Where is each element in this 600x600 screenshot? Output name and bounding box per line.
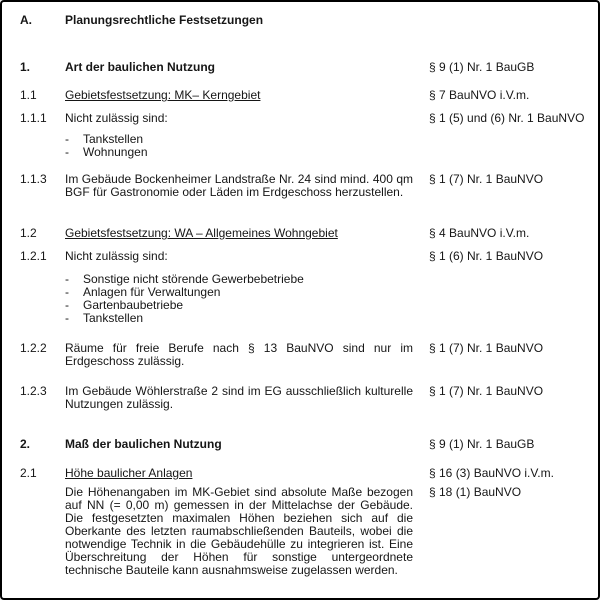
- legal-reference: § 16 (3) BauNVO i.V.m.: [429, 466, 554, 480]
- list-item-text: Tankstellen: [83, 311, 144, 325]
- legal-reference: § 1 (7) Nr. 1 BauNVO: [429, 384, 544, 398]
- clause-row-1: [20, 61, 590, 74]
- clause-number: 1.2: [20, 226, 37, 240]
- clause-number: 1.2.2: [20, 341, 47, 355]
- clause-number: 1.1: [20, 88, 37, 102]
- bullet-list: [65, 273, 413, 325]
- dash-bullet: -: [65, 285, 69, 299]
- clause-row-1-2-3: [20, 385, 590, 411]
- bullet-list-mk: [20, 133, 590, 159]
- legal-reference: § 4 BauNVO i.V.m.: [429, 226, 530, 240]
- legal-reference: § 1 (7) Nr. 1 BauNVO: [429, 341, 544, 355]
- list-item: [65, 146, 413, 159]
- list-item-text: Wohnungen: [83, 145, 148, 159]
- legal-reference: § 9 (1) Nr. 1 BauGB: [429, 437, 535, 451]
- list-item-text: Tankstellen: [83, 132, 144, 146]
- clause-number: 2.1: [20, 466, 37, 480]
- bullet-list-wa: [20, 273, 590, 325]
- clause-title: Maß der baulichen Nutzung: [65, 437, 222, 451]
- dash-bullet: -: [65, 132, 69, 146]
- dash-bullet: -: [65, 272, 69, 286]
- list-item: [65, 312, 413, 325]
- legal-reference: § 7 BauNVO i.V.m.: [429, 88, 530, 102]
- clause-body-text: Die Höhenangaben im MK-Gebiet sind absolute Maße bezogen auf NN (= 0,00 m) gemessen in der Mittelachse der Gebäude. Die festgesetzten maximalen Höhen beziehen sich auf die Oberkante des letzten raumabschließenden Bauteils, wobei die notwendige Technik in die Gebäudehülle zu integrieren ist. Eine Überschreitung der Höhen für sonstige untergeordnete technische Bauteile kann ausnahmsweise zugelassen werden.: [65, 485, 413, 577]
- bullet-list: [65, 133, 413, 159]
- clause-number: 1.2.3: [20, 384, 47, 398]
- list-item-text: Sonstige nicht störende Gewerbebetriebe: [83, 272, 304, 286]
- section-letter: A.: [20, 13, 32, 27]
- clause-number: 1.1.1: [20, 111, 47, 125]
- clause-subheading: Höhe baulicher Anlagen: [65, 466, 193, 480]
- clause-paragraph-2-1: [20, 486, 590, 577]
- dash-bullet: -: [65, 145, 69, 159]
- legal-reference: § 9 (1) Nr. 1 BauGB: [429, 60, 535, 74]
- document-title: Planungsrechtliche Festsetzungen: [65, 13, 264, 27]
- clause-number: 1.: [20, 60, 31, 74]
- clause-row-2-1: [20, 467, 590, 480]
- clause-title: Art der baulichen Nutzung: [65, 60, 215, 74]
- clause-row-2: [20, 438, 590, 451]
- dash-bullet: -: [65, 311, 69, 325]
- clause-row-1-1-1: [20, 112, 590, 125]
- clause-number: 1.1.3: [20, 172, 47, 186]
- clause-number: 1.2.1: [20, 249, 47, 263]
- clause-row-1-2: [20, 227, 590, 240]
- clause-row-1-2-2: [20, 342, 590, 368]
- clause-subheading: Gebietsfestsetzung: MK– Kerngebiet: [65, 88, 261, 102]
- list-item-text: Anlagen für Verwaltungen: [83, 285, 221, 299]
- clause-text: Räume für freie Berufe nach § 13 BauNVO sind nur im Erdgeschoss zulässig.: [65, 341, 413, 368]
- document-title-row: [20, 14, 590, 27]
- legal-reference: § 1 (7) Nr. 1 BauNVO: [429, 172, 544, 186]
- list-item-text: Gartenbaubetriebe: [83, 298, 184, 312]
- clause-row-1-1: [20, 89, 590, 102]
- clause-text: Im Gebäude Wöhlerstraße 2 sind im EG ausschließlich kulturelle Nutzungen zulässig.: [65, 384, 413, 411]
- clause-subheading: Gebietsfestsetzung: WA – Allgemeines Wohngebiet: [65, 226, 338, 240]
- legal-reference: § 1 (5) und (6) Nr. 1 BauNVO: [429, 111, 585, 125]
- legal-reference: § 1 (6) Nr. 1 BauNVO: [429, 249, 544, 263]
- clause-text: Im Gebäude Bockenheimer Landstraße Nr. 24 sind mind. 400 qm BGF für Gastronomie oder Läden im Erdgeschoss herzustellen.: [65, 172, 413, 199]
- clause-row-1-2-1: [20, 250, 590, 263]
- dash-bullet: -: [65, 298, 69, 312]
- clause-text: Nicht zulässig sind:: [65, 111, 168, 125]
- clause-row-1-1-3: [20, 173, 590, 199]
- legal-reference: § 18 (1) BauNVO: [429, 485, 522, 499]
- clause-text: Nicht zulässig sind:: [65, 249, 168, 263]
- clause-number: 2.: [20, 437, 31, 451]
